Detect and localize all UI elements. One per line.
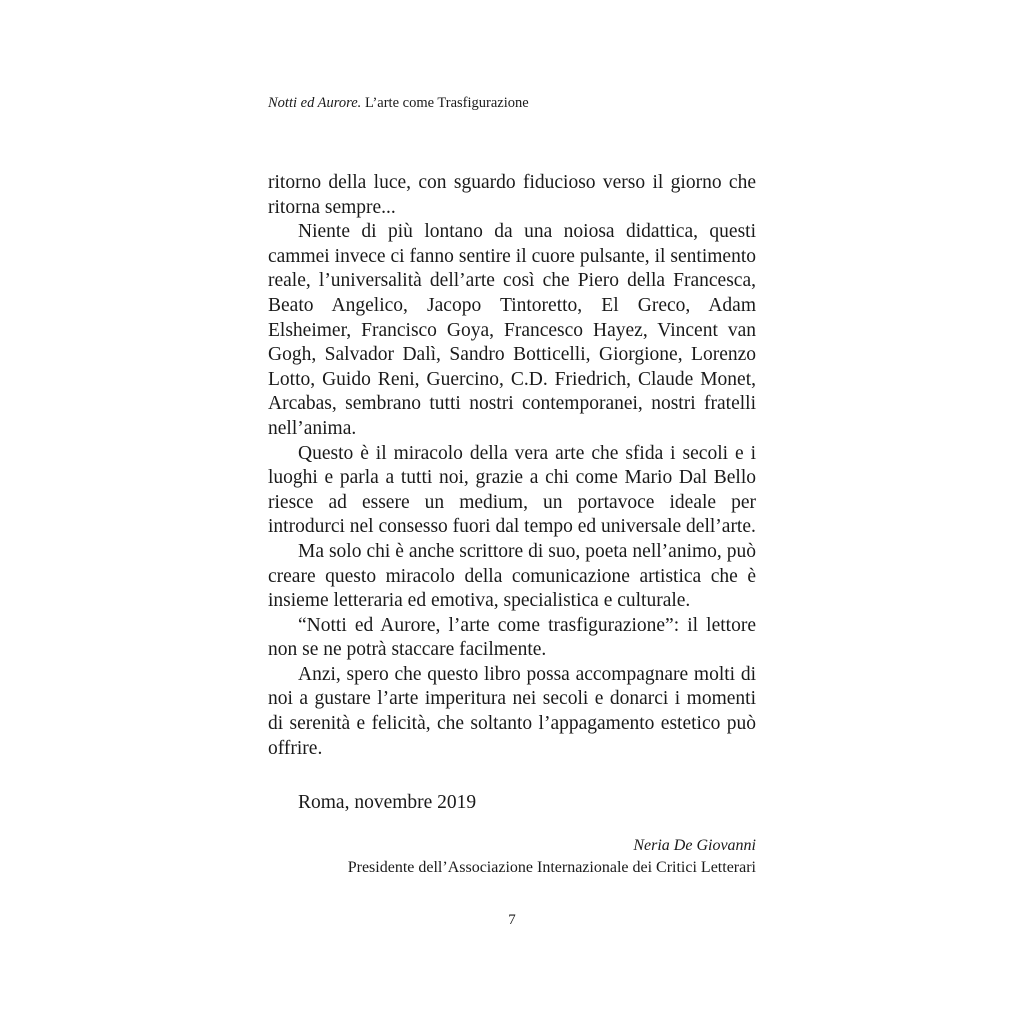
paragraph: “Notti ed Aurore, l’arte come trasfigurazione”: il lettore non se ne potrà staccare facilmente. — [268, 614, 756, 661]
running-header-subtitle: L’arte come Trasfigurazione — [361, 95, 529, 111]
running-header — [268, 93, 529, 113]
paragraph: Ma solo chi è anche scrittore di suo, poeta nell’animo, può creare questo miracolo della comunicazione artistica che è insieme letteraria ed emotiva, specialistica e culturale. — [268, 540, 756, 612]
running-header-title: Notti ed Aurore. — [268, 95, 362, 111]
page-number: 7 — [508, 912, 516, 928]
paragraph: Niente di più lontano da una noiosa didattica, questi cammei invece ci fanno sentire il cuore pulsante, il sentimento reale, l’universalità dell’arte così che Piero della Francesca, Beato Angelico, Jacopo Tintoretto, El Greco, Adam Elsheimer, Francisco Goya, Francesco Hayez, Vincent van Gogh, Salvador Dalì, Sandro Botticelli, Giorgione, Lorenzo Lotto, Guido Reni, Guercino, C.D. Friedrich, Claude Monet, Arcabas, sembrano tutti nostri contemporanei, nostri fratelli nell’anima. — [268, 221, 756, 439]
signature-name: Neria De Giovanni — [633, 837, 756, 854]
place-date: Roma, novembre 2019 — [298, 792, 477, 813]
paragraph: ritorno della luce, con sguardo fiducioso verso il giorno che ritorna sempre... — [268, 172, 756, 218]
paragraph: Anzi, spero che questo libro possa accompagnare molti di noi a gustare l’arte imperitura nei secoli e donarci i momenti di serenità e felicità, che soltanto l’appagamento estetico può offrire. — [268, 663, 756, 759]
paragraph: Questo è il miracolo della vera arte che sfida i secoli e i luoghi e parla a tutti noi, grazie a chi come Mario Dal Bello riesce ad essere un medium, un portavoce ideale per introdurci nel consesso fuori dal tempo ed universale dell’arte. — [268, 442, 756, 538]
body-text — [268, 171, 756, 761]
signature-role: Presidente dell’Associazione Internazionale dei Critici Letterari — [347, 859, 756, 876]
